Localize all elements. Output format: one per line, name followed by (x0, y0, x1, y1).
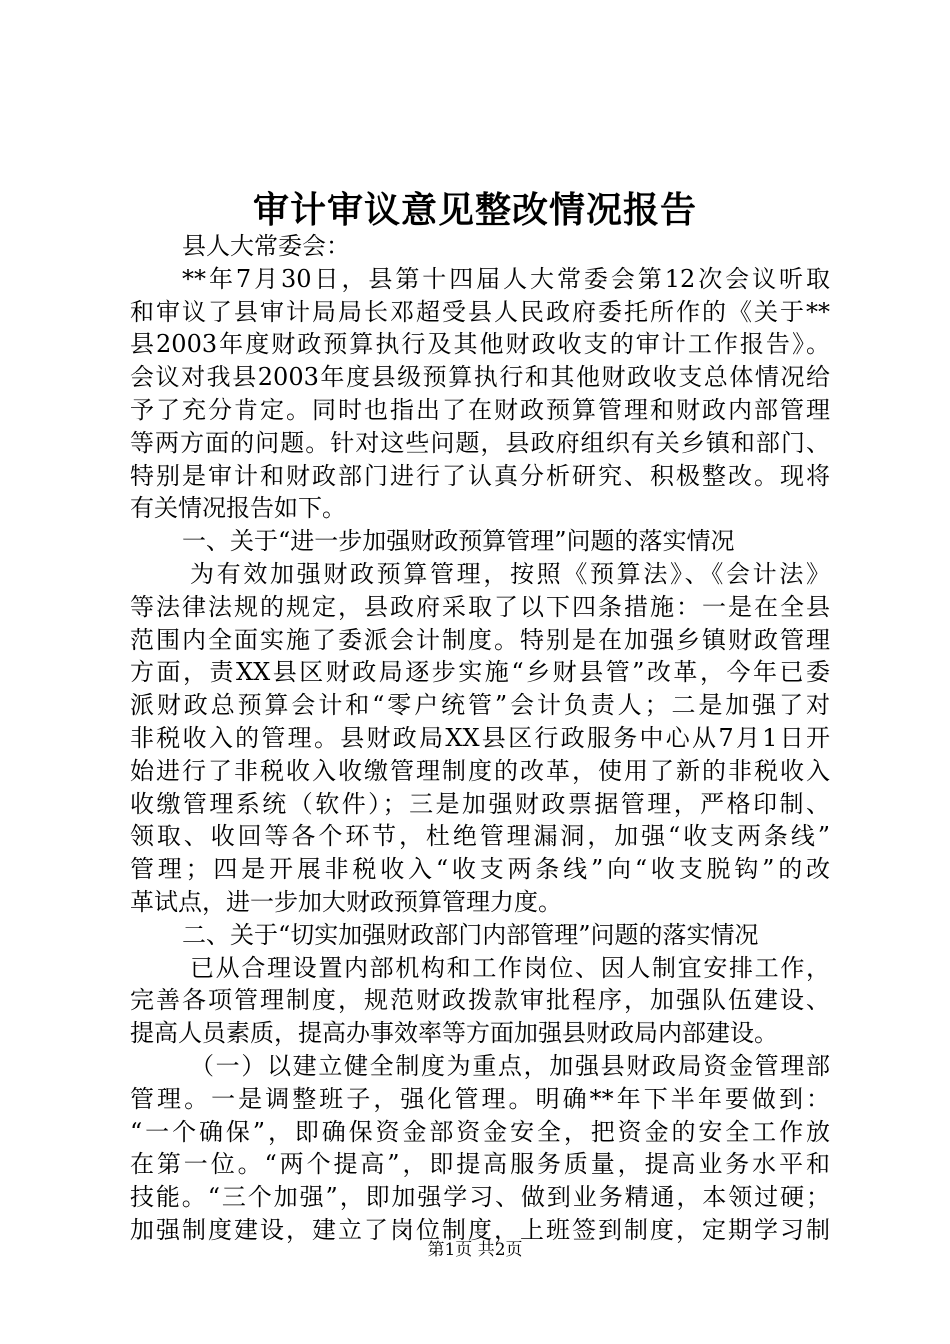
body-line: 非税收入的管理。县财政局XX县区行政服务中心从7月1日开 (130, 723, 830, 752)
body-line: 会议对我县2003年度县级预算执行和其他财政收支总体情况给 (130, 363, 830, 392)
body-line: 等法律法规的规定，县政府采取了以下四条措施：一是在全县 (130, 592, 830, 621)
body-line: **年7月30日，县第十四届人大常委会第12次会议听取 (182, 264, 830, 293)
body-line: 为有效加强财政预算管理，按照《预算法》、《会计法》 (190, 559, 830, 588)
document-title: 审计审议意见整改情况报告 (252, 189, 697, 231)
body-line: 领取、收回等各个环节，杜绝管理漏洞，加强“收支两条线” (130, 822, 830, 851)
body-line: 在第一位。“两个提高”，即提高服务质量，提高业务水平和 (130, 1150, 830, 1179)
body-line: 完善各项管理制度，规范财政拨款审批程序，加强队伍建设、 (130, 986, 830, 1015)
body-line: 已从合理设置内部机构和工作岗位、因人制宜安排工作， (190, 953, 830, 982)
body-line: 予了充分肯定。同时也指出了在财政预算管理和财政内部管理 (130, 395, 830, 424)
page-footer: 第1页 共2页 (427, 1240, 523, 1260)
body-line: “一个确保”，即确保资金部资金安全，把资金的安全工作放 (130, 1117, 830, 1146)
body-line: 特别是审计和财政部门进行了认真分析研究、积极整改。现将 (130, 461, 830, 490)
body-line: 有关情况报告如下。 (130, 494, 346, 523)
body-line: 二、关于“切实加强财政部门内部管理”问题的落实情况 (182, 920, 759, 949)
body-line: 提高人员素质，提高办事效率等方面加强县财政局内部建设。 (130, 1019, 778, 1048)
body-line: 一、关于“进一步加强财政预算管理”问题的落实情况 (182, 527, 735, 556)
body-line: 派财政总预算会计和“零户统管”会计负责人；二是加强了对 (130, 691, 830, 720)
body-line: 始进行了非税收入收缴管理制度的改革，使用了新的非税收入 (130, 756, 830, 785)
body-line: 和审议了县审计局局长邓超受县人民政府委托所作的《关于** (130, 297, 830, 326)
body-line: 县人大常委会： (182, 232, 350, 260)
body-line: 技能。“三个加强”，即加强学习、做到业务精通，本领过硬； (130, 1183, 830, 1212)
body-line: 革试点，进一步加大财政预算管理力度。 (130, 887, 562, 916)
body-line: 方面，责XX县区财政局逐步实施“乡财县管”改革，今年已委 (130, 658, 830, 687)
body-line: 范围内全面实施了委派会计制度。特别是在加强乡镇财政管理 (130, 625, 830, 654)
document-body (130, 230, 830, 1247)
body-line: 管理；四是开展非税收入“收支两条线”向“收支脱钩”的改 (130, 855, 830, 884)
body-line: 管理。一是调整班子，强化管理。明确**年下半年要做到： (130, 1084, 830, 1113)
body-line: 加强制度建设，建立了岗位制度，上班签到制度，定期学习制 (130, 1215, 830, 1244)
body-line: 收缴管理系统（软件）；三是加强财政票据管理，严格印制、 (130, 789, 830, 818)
body-line: （一）以建立健全制度为重点，加强县财政局资金管理部 (190, 1051, 830, 1080)
body-line: 等两方面的问题。针对这些问题，县政府组织有关乡镇和部门、 (130, 428, 830, 457)
body-line: 县2003年度财政预算执行及其他财政收支的审计工作报告》。 (130, 330, 830, 359)
